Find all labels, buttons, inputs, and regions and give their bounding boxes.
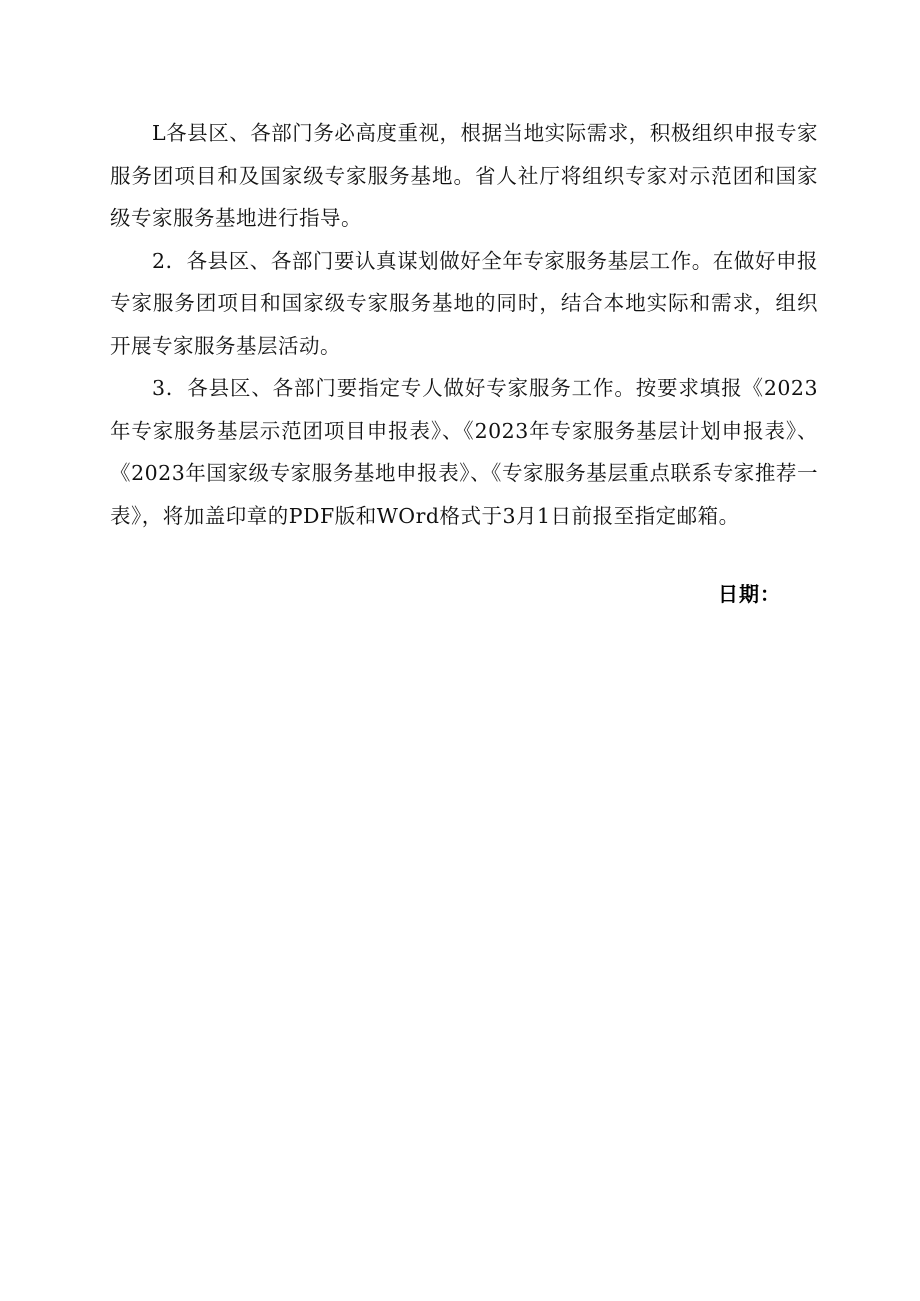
document-body: [110, 112, 818, 537]
paragraph-1: L各县区、各部门务必高度重视，根据当地实际需求，积极组织申报专家服务团项目和及国家级专家服务基地。省人社厅将组织专家对示范团和国家级专家服务基地进行指导。: [110, 121, 818, 230]
date-label: 日期：: [718, 582, 781, 606]
paragraph-2: 2．各县区、各部门要认真谋划做好全年专家服务基层工作。在做好申报专家服务团项目和国家级专家服务基地的同时，结合本地实际和需求，组织开展专家服务基层活动。: [110, 248, 818, 358]
paragraph-3: 3．各县区、各部门要指定专人做好专家服务工作。按要求填报《2023年专家服务基层示范团项目申报表》、《2023年专家服务基层计划申报表》、《2023年国家级专家服务基地申报表》、《专家服务基层重点联系专家推荐一表》，将加盖印章的PDF版和WOrd格式于3月1日前报至指定邮箱。: [110, 376, 818, 528]
